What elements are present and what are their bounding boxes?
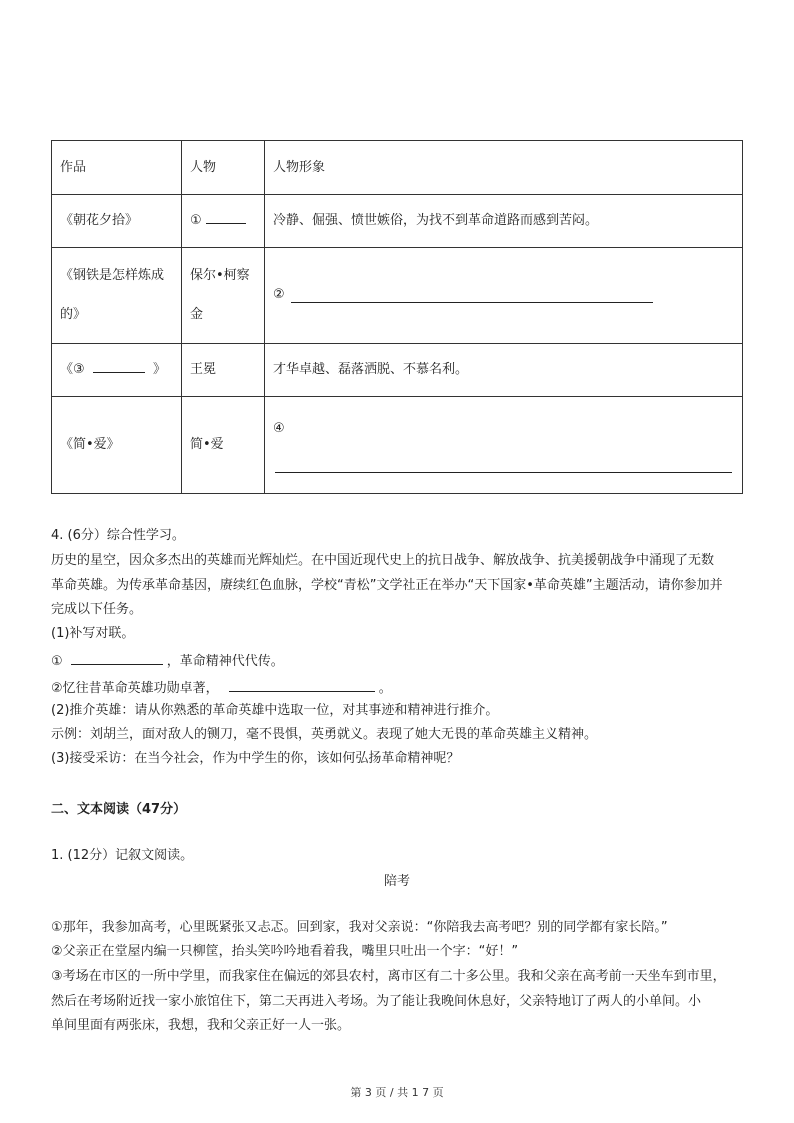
fill-blank-2[interactable] bbox=[291, 288, 653, 303]
fill-blank-4[interactable] bbox=[275, 472, 732, 473]
couplet-line-1 bbox=[51, 650, 751, 672]
article-paragraph: ③考场在市区的一所中学里，而我家住在偏远的郊县农村，离市区有二十多公里。我和父亲在高考前一天坐车到市里， bbox=[51, 969, 726, 984]
person-cell bbox=[182, 247, 265, 343]
question-1-title: 1. (12分）记叙文阅读。 bbox=[51, 848, 194, 863]
header-work: 作品 bbox=[52, 141, 182, 195]
couplet-end: 。 bbox=[378, 681, 392, 696]
question-4-intro: 完成以下任务。 bbox=[51, 602, 143, 617]
image-cell: 冷静、倔强、愤世嫉俗，为找不到革命道路而感到苦闷。 bbox=[265, 195, 743, 247]
blank-marker: ① bbox=[51, 654, 63, 669]
work-cell bbox=[52, 343, 182, 396]
question-4-intro: 革命英雄。为传承革命基因，赓续红色血脉，学校“青松”文学社正在举办“天下国家•革命英雄”主题活动，请你参加并 bbox=[51, 578, 723, 593]
sub-question-2: (2)推介英雄：请从你熟悉的革命英雄中选取一位，对其事迹和精神进行推介。 bbox=[51, 703, 499, 718]
work-cell: 《简•爱》 bbox=[52, 397, 182, 494]
image-cell bbox=[265, 247, 743, 343]
article-paragraph: 单间里面有两张床，我想，我和父亲正好一人一张。 bbox=[51, 1018, 351, 1033]
work-prefix: 《③ bbox=[60, 361, 85, 377]
question-4-intro: 历史的星空，因众多杰出的英雄而光辉灿烂。在中国近现代史上的抗日战争、解放战争、抗美援朝战争中涌现了无数 bbox=[51, 553, 715, 568]
table-row bbox=[52, 247, 743, 343]
table-row bbox=[52, 397, 743, 494]
work-line: 《钢铁是怎样炼成 bbox=[60, 268, 165, 284]
person-line: 金 bbox=[190, 307, 204, 323]
person-cell bbox=[182, 195, 265, 247]
character-table bbox=[51, 140, 743, 494]
image-cell bbox=[265, 397, 743, 494]
person-cell: 王冕 bbox=[182, 343, 265, 396]
header-person: 人物 bbox=[182, 141, 265, 195]
blank-marker: ① bbox=[190, 213, 202, 229]
couplet-blank-2[interactable] bbox=[229, 677, 375, 692]
sub-question-1: (1)补写对联。 bbox=[51, 626, 135, 641]
blank-marker: ② bbox=[273, 287, 285, 303]
sub-question-3: (3)接受采访：在当今社会，作为中学生的你，该如何弘扬革命精神呢？ bbox=[51, 751, 460, 766]
couplet-text: ，革命精神代代传。 bbox=[166, 654, 284, 669]
article-paragraph: ①那年，我参加高考，心里既紧张又忐忑。回到家，我对父亲说：“你陪我去高考吧？别的同学都有家长陪。” bbox=[51, 920, 668, 935]
table-row bbox=[52, 343, 743, 396]
work-suffix: 》 bbox=[152, 361, 166, 377]
table-header-row bbox=[52, 141, 743, 195]
blank-row bbox=[273, 283, 734, 307]
couplet-line-2 bbox=[51, 677, 751, 699]
person-cell: 简•爱 bbox=[182, 397, 265, 494]
couplet-blank-1[interactable] bbox=[71, 650, 163, 665]
table-row bbox=[52, 195, 743, 247]
page-footer: 第 3 页 / 共 1 7 页 bbox=[350, 1086, 444, 1099]
work-cell: 《朝花夕拾》 bbox=[52, 195, 182, 247]
article-paragraph: 然后在考场附近找一家小旅馆住下，第二天再进入考场。为了能让我晚间休息好，父亲特地订了两人的小单间。小 bbox=[51, 994, 702, 1009]
example-text: 示例：刘胡兰，面对敌人的铡刀，毫不畏惧，英勇就义。表现了她大无畏的革命英雄主义精神。 bbox=[51, 727, 598, 742]
fill-blank-1[interactable] bbox=[206, 209, 246, 224]
question-4-title: 4. (6分）综合性学习。 bbox=[51, 528, 185, 543]
blank-marker: ④ bbox=[273, 421, 285, 437]
article-paragraph: ②父亲正在堂屋内编一只柳筐，抬头笑吟吟地看着我，嘴里只吐出一个字：“好！” bbox=[51, 944, 519, 959]
work-cell bbox=[52, 247, 182, 343]
image-cell: 才华卓越、磊落洒脱、不慕名利。 bbox=[265, 343, 743, 396]
header-image: 人物形象 bbox=[265, 141, 743, 195]
section-title: 二、文本阅读（47分） bbox=[51, 802, 187, 817]
fill-blank-3[interactable] bbox=[93, 358, 145, 373]
person-line: 保尔•柯察 bbox=[190, 268, 250, 284]
couplet-text: ②忆往昔革命英雄功勋卓著， bbox=[51, 681, 219, 696]
work-line: 的》 bbox=[60, 307, 87, 323]
article-title: 陪考 bbox=[383, 874, 410, 889]
